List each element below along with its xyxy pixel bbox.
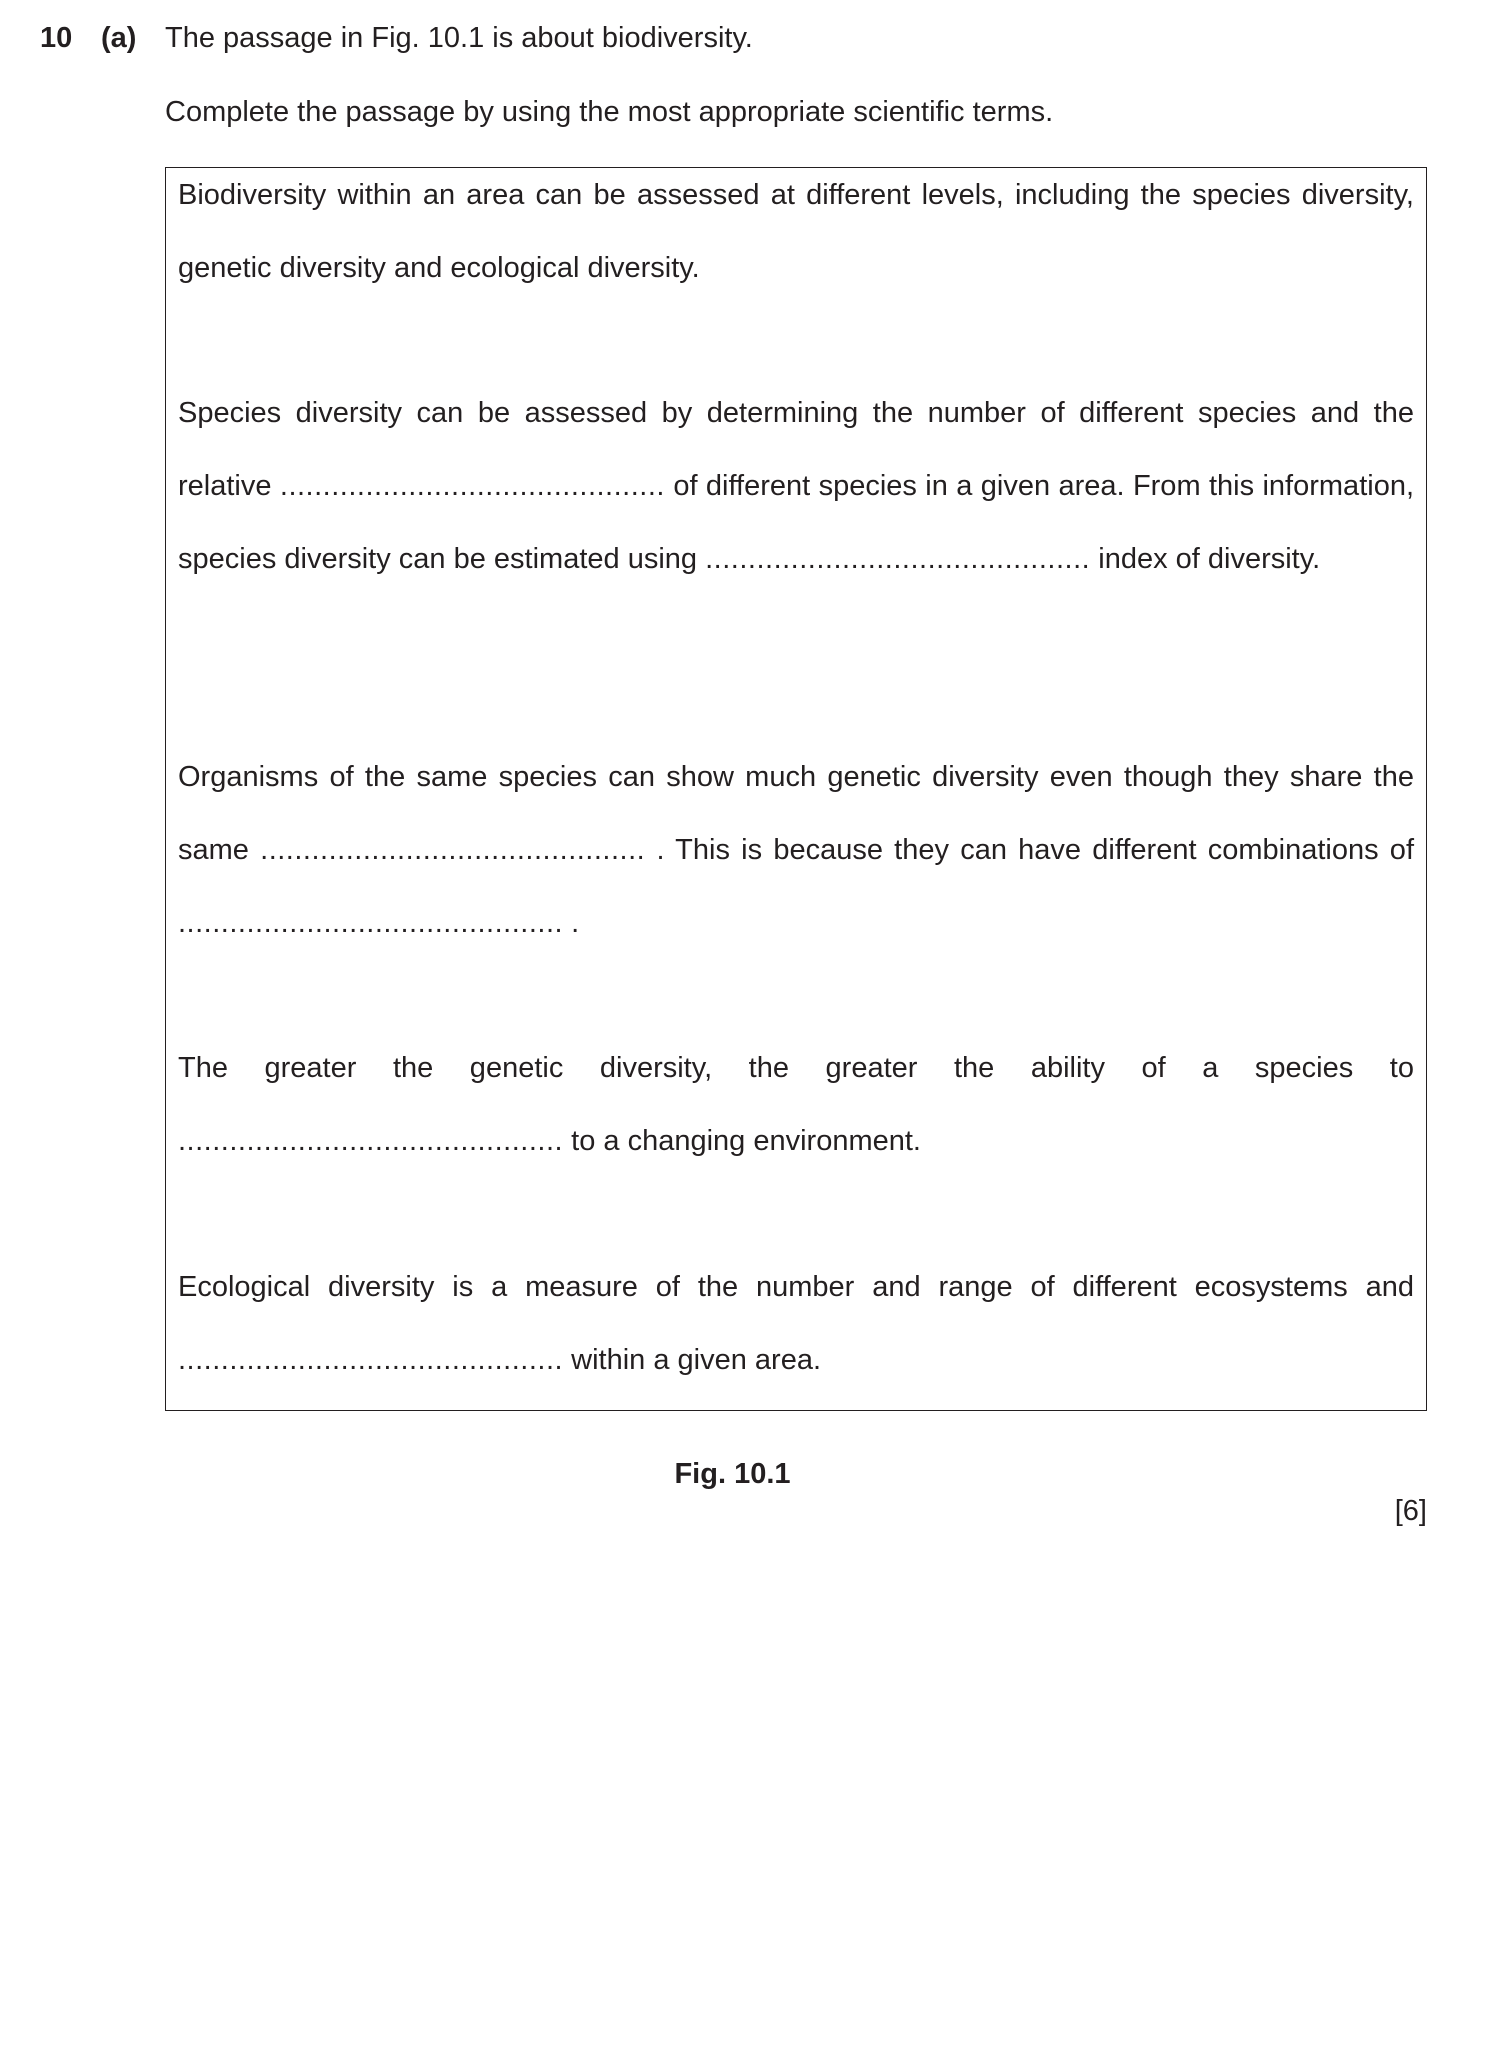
question-instruction: Complete the passage by using the most appropriate scientific terms. [165,96,1054,128]
passage-text: Ecological diversity is a measure of the number and range of different ecosystems and [178,1271,1414,1303]
passage-text: The greater the genetic diversity, the greater the ability of a species to [178,1052,1414,1084]
passage-paragraph-biodiversity-levels [178,159,1414,305]
passage-text: Organisms of the same species can show much genetic diversity even though they share the same [178,761,1414,866]
answer-blank-ability[interactable]: ............................................. [178,1125,564,1157]
question-part: (a) [101,22,137,54]
question-number: 10 [40,22,73,54]
passage-text: Species diversity can be assessed by determining the number of different species and the relative [178,397,1414,502]
passage-text: within a given area. [571,1344,822,1376]
answer-blank-index[interactable]: ............................................. [705,543,1091,575]
answer-blank-ecosystems[interactable]: ............................................. [178,1344,564,1376]
passage-text: index of diversity. [1098,543,1321,575]
figure-caption: Fig. 10.1 [674,1458,791,1490]
passage-text: to a changing environment. [571,1125,921,1157]
answer-blank-same[interactable]: ............................................. [260,834,646,866]
passage-text: . [571,907,580,939]
passage-paragraph-genetic-diversity [178,741,1414,960]
passage-text: Biodiversity within an area can be assessed at different levels, including the species diversity, genetic diversity and ecological diversity. [178,179,1414,284]
passage-text: . This is because they can have different combinations of [656,834,1414,866]
marks-allocation: [6] [1394,1495,1427,1527]
passage-text: of different species in a given area. From this information, species diversity can be estimated using [178,470,1415,575]
question-intro: The passage in Fig. 10.1 is about biodiversity. [165,22,753,54]
passage-paragraph-species-diversity [178,377,1414,596]
answer-blank-relative[interactable]: ............................................. [279,470,665,502]
passage-paragraph-adaptation [178,1032,1414,1178]
passage-box [165,167,1427,1411]
passage-paragraph-ecological-diversity [178,1251,1414,1397]
answer-blank-combinations[interactable]: ............................................. [178,907,564,939]
